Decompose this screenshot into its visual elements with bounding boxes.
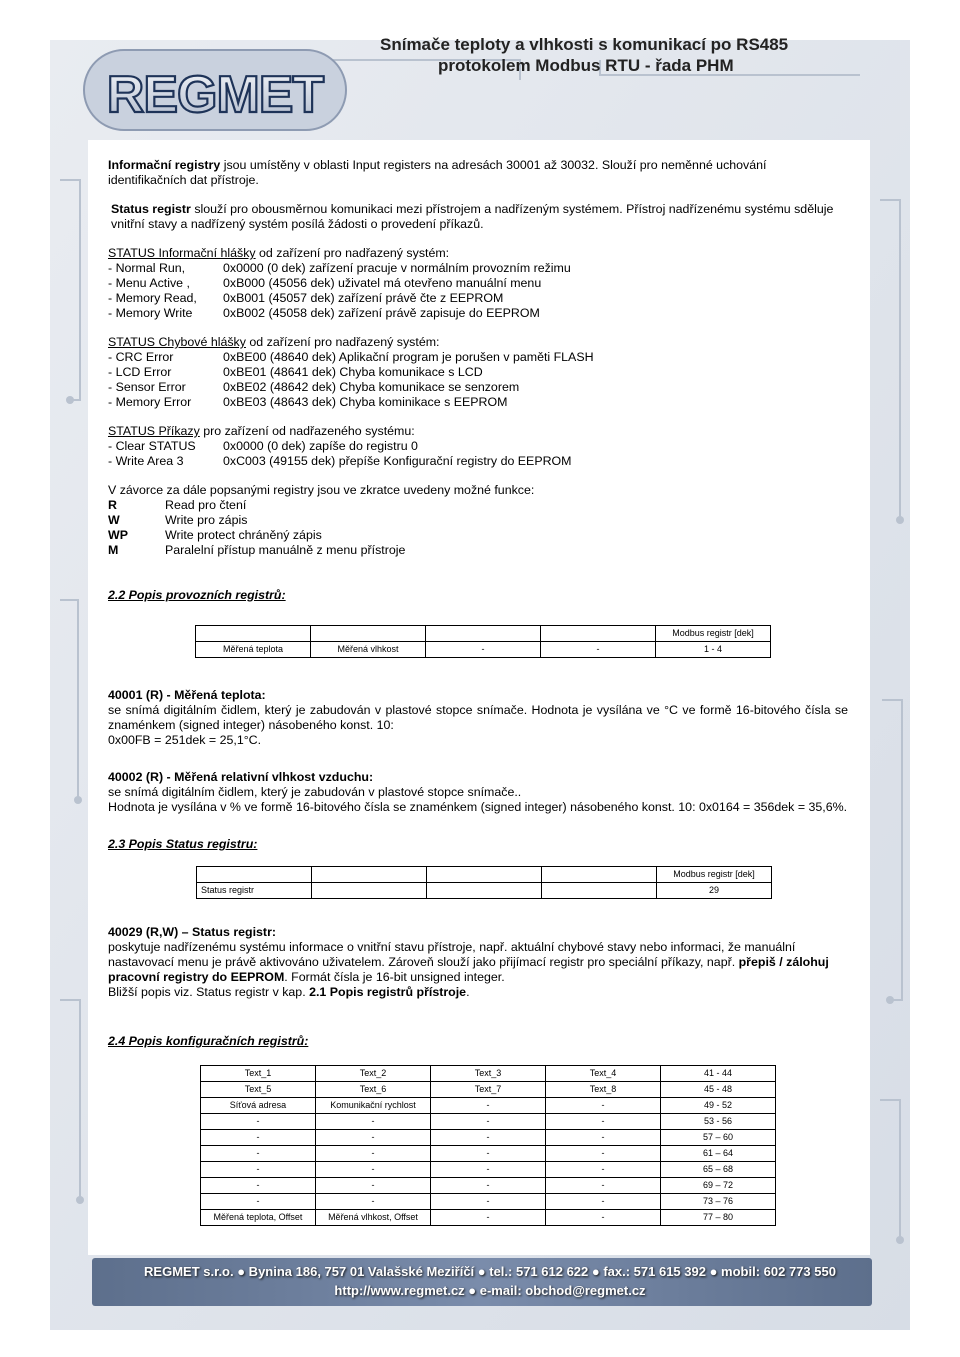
list-item xyxy=(108,439,848,454)
list-item-label: - Menu Active , xyxy=(108,276,190,290)
status-info-list xyxy=(108,261,848,321)
list-item-value: Write protect chráněný zápis xyxy=(165,528,322,542)
table-cell: 1 - 4 xyxy=(656,642,771,658)
table-cell: - xyxy=(316,1146,431,1162)
list-item-value: 0xBE03 (48643 dek) Chyba kominikace s EEPROM xyxy=(223,395,508,409)
table-cell: Měřená vlhkost, Offset xyxy=(316,1210,431,1226)
table-row xyxy=(196,642,771,658)
table-cell: 65 – 68 xyxy=(661,1162,776,1178)
intro-paragraph-1 xyxy=(108,158,848,188)
table-row xyxy=(201,1162,776,1178)
table-row xyxy=(201,1082,776,1098)
table-cell: Status registr xyxy=(197,883,312,899)
table-row xyxy=(201,1066,776,1082)
reg-40029-text-a: poskytuje nadřízenému systému informace o vnitřní stavu přístroje, např. aktuální chybové stavy nebo informaci, že manuální nastavovací menu je právě aktivováno uživatelem. Zároveň slouží jako přijímací registr pro speciální příkazy, např. xyxy=(108,940,796,969)
list-item-value: 0xBE00 (48640 dek) Aplikační program je porušen v paměti FLASH xyxy=(223,350,594,364)
list-item-label: - Memory Write xyxy=(108,306,193,320)
table-cell: Text_8 xyxy=(546,1082,661,1098)
regmet-logo xyxy=(80,46,350,134)
status-err-list xyxy=(108,350,848,410)
table-cell: Text_7 xyxy=(431,1082,546,1098)
header-title-line1: Snímače teploty a vlhkosti s komunikací po RS485 xyxy=(380,35,789,54)
list-item-value: 0x0000 (0 dek) zařízení pracuje v normálním provozním režimu xyxy=(223,261,571,275)
table-cell: - xyxy=(546,1178,661,1194)
table-cell: Text_5 xyxy=(201,1082,316,1098)
list-item-value: 0xB002 (45058 dek) zařízení právě zapisuje do EEPROM xyxy=(223,306,540,320)
status-cmd-heading-rest: pro zařízení od nadřazeného systému: xyxy=(199,424,415,438)
reg-40001-example: 0x00FB = 251dek = 25,1°C. xyxy=(108,733,262,747)
list-item-value: 0xB001 (45057 dek) zařízení právě čte z EEPROM xyxy=(223,291,504,305)
list-item xyxy=(108,276,848,291)
table-cell: Měřená vlhkost xyxy=(311,642,426,658)
table-cell: 53 - 56 xyxy=(661,1114,776,1130)
table-row xyxy=(197,867,772,883)
section-2-3-title: 2.3 Popis Status registru: xyxy=(108,837,258,851)
status-cmd-list xyxy=(108,439,848,469)
table-cell: - xyxy=(316,1178,431,1194)
status-err-heading-underlined: STATUS Chybové hlášky xyxy=(108,335,246,349)
table-cell: - xyxy=(546,1162,661,1178)
status-info-heading xyxy=(108,246,848,261)
configuration-registers-table xyxy=(200,1065,776,1226)
table-row xyxy=(201,1146,776,1162)
table-cell: - xyxy=(541,642,656,658)
reg-40029-ref xyxy=(108,985,848,1000)
list-item-label: - Memory Read, xyxy=(108,291,197,305)
status-err-heading xyxy=(108,335,848,350)
table-cell: Text_2 xyxy=(316,1066,431,1082)
reg-40002-title: 40002 (R) - Měřená relativní vlhkost vzduchu: xyxy=(108,770,374,784)
table-cell: Text_3 xyxy=(431,1066,546,1082)
table-cell: 57 – 60 xyxy=(661,1130,776,1146)
list-item xyxy=(108,528,848,543)
table-row xyxy=(201,1098,776,1114)
table-cell: - xyxy=(431,1146,546,1162)
header-title xyxy=(380,34,820,76)
status-info-heading-underlined: STATUS Informační hlášky xyxy=(108,246,256,260)
list-item-label: M xyxy=(108,543,119,557)
table-row xyxy=(201,1210,776,1226)
section-2-4-title: 2.4 Popis konfiguračních registrů: xyxy=(108,1034,309,1048)
list-item-label: - Sensor Error xyxy=(108,380,186,394)
table-cell: - xyxy=(431,1178,546,1194)
table-cell: - xyxy=(431,1098,546,1114)
status-err-heading-rest: od zařízení pro nadřazený systém: xyxy=(245,335,440,349)
table-row xyxy=(201,1194,776,1210)
list-item-label: - Memory Error xyxy=(108,395,192,409)
table-cell: Měřená teplota xyxy=(196,642,311,658)
table-cell: - xyxy=(201,1178,316,1194)
table-cell: 49 - 52 xyxy=(661,1098,776,1114)
section-2-2-title: 2.2 Popis provozních registrů: xyxy=(108,588,286,602)
operational-registers-table xyxy=(195,625,771,658)
intro-text-1: jsou umístěny v oblasti Input registers na adresách 30001 až 30032. Slouží pro neměnné uchování identifikačních dat přístroje. xyxy=(108,158,767,187)
list-item-value: 0xBE01 (48641 dek) Chyba komunikace s LCD xyxy=(223,365,483,379)
header-title-line2: protokolem Modbus RTU - řada PHM xyxy=(438,56,734,75)
list-item xyxy=(108,543,848,558)
table-cell: Komunikační rychlost xyxy=(316,1098,431,1114)
list-item xyxy=(108,306,848,321)
reg-40002-text2: Hodnota je vysílána v % ve formě 16-bitového čísla se znaménkem (signed integer) násobeného konst. 10: 0x0164 = 356dek = 35,6%. xyxy=(108,800,848,814)
table-cell: - xyxy=(426,642,541,658)
footer-web-line: http://www.regmet.cz ● e-mail: obchod@regmet.cz xyxy=(334,1283,646,1298)
table-cell: - xyxy=(546,1098,661,1114)
table-cell: - xyxy=(201,1146,316,1162)
table-cell: Text_6 xyxy=(316,1082,431,1098)
list-item xyxy=(108,380,848,395)
codes-list xyxy=(108,498,848,558)
table-cell: 45 - 48 xyxy=(661,1082,776,1098)
reg-40029-text-f: . xyxy=(466,985,470,999)
table-row xyxy=(201,1130,776,1146)
list-item-label: W xyxy=(108,513,120,527)
list-item-value: Write pro zápis xyxy=(165,513,248,527)
reg-40001-text: se snímá digitálním čidlem, který je zabudován v plastové stopce snímače. Hodnota je vysílána ve °C ve formě 16-bitového čísla se znaménkem (signed integer) násobeného konst. 10: xyxy=(108,703,848,732)
status-cmd-heading-underlined: STATUS Příkazy xyxy=(108,424,200,438)
table-cell: Síťová adresa xyxy=(201,1098,316,1114)
list-item-label: - Clear STATUS xyxy=(108,439,196,453)
list-item xyxy=(108,291,848,306)
table-cell: - xyxy=(201,1162,316,1178)
table-cell: - xyxy=(546,1146,661,1162)
list-item xyxy=(108,350,848,365)
table-cell: 41 - 44 xyxy=(661,1066,776,1082)
list-item xyxy=(108,454,848,469)
list-item-label: - Write Area 3 xyxy=(108,454,184,468)
table-cell: - xyxy=(546,1210,661,1226)
intro-paragraph-2 xyxy=(108,202,848,232)
table-cell: - xyxy=(201,1114,316,1130)
table-cell: - xyxy=(546,1114,661,1130)
reg-40029-text-d: Bližší popis viz. Status registr v kap. xyxy=(108,985,310,999)
table-cell: Text_1 xyxy=(201,1066,316,1082)
table-cell: 69 – 72 xyxy=(661,1178,776,1194)
table-cell: 77 – 80 xyxy=(661,1210,776,1226)
list-item-value: Paralelní přístup manuálně z menu přístroje xyxy=(165,543,406,557)
status-register-table xyxy=(196,866,772,899)
list-item-label: WP xyxy=(108,528,128,542)
list-item xyxy=(108,395,848,410)
page-footer xyxy=(95,1262,885,1300)
table-cell: - xyxy=(431,1130,546,1146)
table-row xyxy=(196,626,771,642)
reg-40002-text1: se snímá digitálním čidlem, který je zabudován v plastové stopce snímače.. xyxy=(108,785,522,799)
table-cell: - xyxy=(546,1194,661,1210)
table-header-cell: Modbus registr [dek] xyxy=(657,867,772,883)
intro-text-2: slouží pro obousměrnou komunikaci mezi přístrojem a nadřízeným systémem. Přístroj nadřízenému systému sděluje vnitřní stavy a nadřízený systém posílá žádosti o provedení příkazů. xyxy=(111,202,834,231)
status-info-heading-rest: od zařízení pro nadřazený systém: xyxy=(255,246,450,260)
table-cell: 61 – 64 xyxy=(661,1146,776,1162)
reg-40029-text-b: přepiš / zálohuj pracovní registry do EEPROM xyxy=(108,955,829,984)
table-cell: - xyxy=(316,1162,431,1178)
list-item-value: 0xBE02 (48642 dek) Chyba komunikace se senzorem xyxy=(223,380,520,394)
list-item xyxy=(108,261,848,276)
list-item xyxy=(108,365,848,380)
table-cell: - xyxy=(201,1194,316,1210)
table-cell: - xyxy=(316,1130,431,1146)
intro-bold-1: Informační registry xyxy=(108,158,221,172)
list-item-label: R xyxy=(108,498,117,512)
reg-40029-title: 40029 (R,W) – Status registr: xyxy=(108,925,277,939)
table-cell: Měřená teplota, Offset xyxy=(201,1210,316,1226)
reg-40029-text-c: . Formát čísla je 16-bit unsigned integer. xyxy=(284,970,505,984)
table-cell: - xyxy=(431,1162,546,1178)
table-cell: Text_4 xyxy=(546,1066,661,1082)
table-cell: - xyxy=(316,1114,431,1130)
footer-contact-line: REGMET s.r.o. ● Bynina 186, 757 01 Valašské Meziříčí ● tel.: 571 612 622 ● fax.: 571 615 392 ● mobil: 602 773 550 xyxy=(144,1264,836,1279)
list-item-value: 0x0000 (0 dek) zapíše do registru 0 xyxy=(223,439,418,453)
table-row xyxy=(201,1178,776,1194)
list-item-label: - CRC Error xyxy=(108,350,174,364)
table-cell: - xyxy=(431,1194,546,1210)
reg-40029-text xyxy=(108,940,848,985)
table-cell: 73 – 76 xyxy=(661,1194,776,1210)
table-cell: - xyxy=(431,1210,546,1226)
list-item-label: - Normal Run, xyxy=(108,261,186,275)
intro-bold-2: Status registr xyxy=(111,202,191,216)
list-item-value: 0xC003 (49155 dek) přepíše Konfigurační registry do EEPROM xyxy=(223,454,572,468)
table-row xyxy=(197,883,772,899)
table-cell: - xyxy=(201,1130,316,1146)
list-item-value: Read pro čtení xyxy=(165,498,247,512)
main-content xyxy=(108,158,848,1226)
reg-40001-title: 40001 (R) - Měřená teplota: xyxy=(108,688,266,702)
reg-40029-text-e: 2.1 Popis registrů přístroje xyxy=(309,985,467,999)
list-item-value: 0xB000 (45056 dek) uživatel má otevřeno manuální menu xyxy=(223,276,542,290)
table-row xyxy=(201,1114,776,1130)
list-item xyxy=(108,513,848,528)
svg-text:REGMET: REGMET xyxy=(106,66,324,124)
list-item-label: - LCD Error xyxy=(108,365,172,379)
table-cell: - xyxy=(316,1194,431,1210)
table-cell: - xyxy=(431,1114,546,1130)
table-cell: 29 xyxy=(657,883,772,899)
codes-intro: V závorce za dále popsanými registry jsou ve zkratce uvedeny možné funkce: xyxy=(108,483,535,497)
status-cmd-heading xyxy=(108,424,848,439)
table-cell: - xyxy=(546,1130,661,1146)
list-item xyxy=(108,498,848,513)
table-header-cell: Modbus registr [dek] xyxy=(656,626,771,642)
